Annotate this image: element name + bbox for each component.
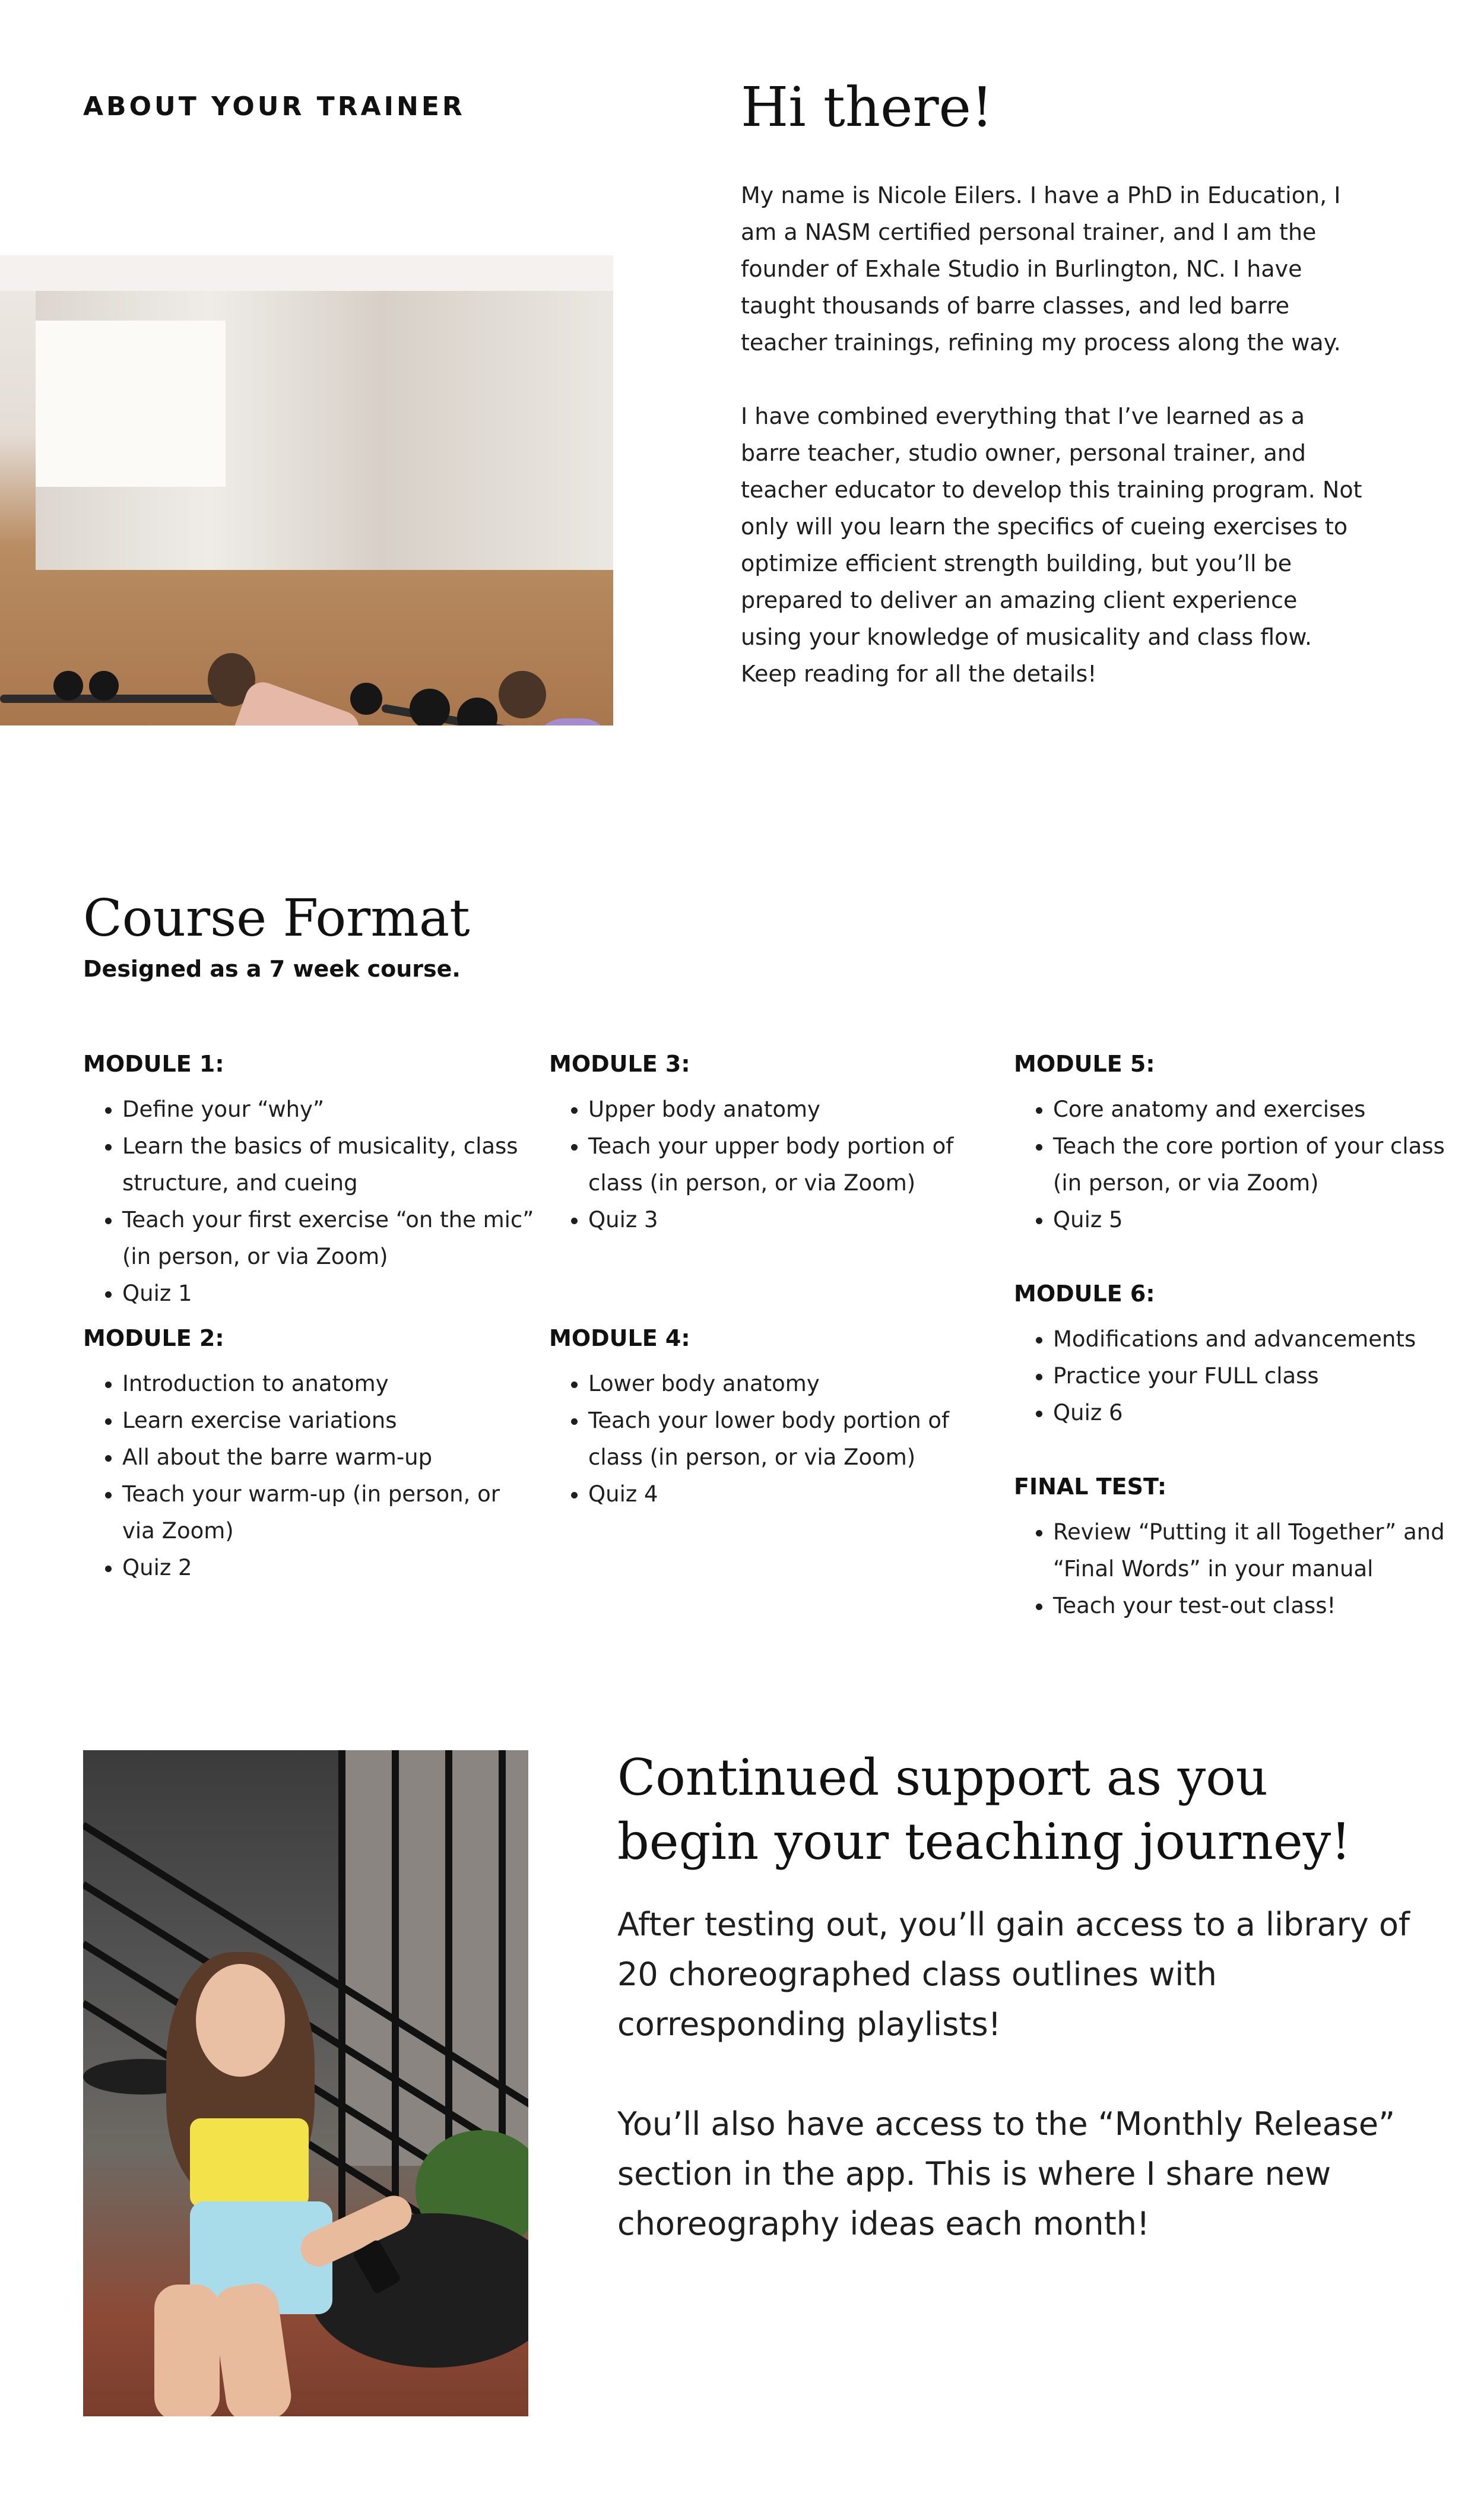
module-items (83, 1365, 534, 1586)
support-body (617, 1900, 1437, 2249)
module-heading: MODULE 6: (1014, 1281, 1155, 1307)
list-item: • Modifications and advancements (1053, 1321, 1477, 1358)
bio-paragraph-1: My name is Nicole Eilers. I have a PhD in Education, I am a NASM certified personal trainer, and I am the founder of Exhale Studio in Burlington, NC. I have taught thousands of barre classes, and led barre teacher trainings, refining my process along the way. (741, 182, 1341, 356)
support-heading: Continued support as you begin your teaching journey! (617, 1748, 1351, 1871)
module-heading: MODULE 3: (549, 1051, 690, 1077)
list-item: • Learn the basics of musicality, class structure, and cueing (122, 1128, 534, 1202)
list-item: • All about the barre warm-up (122, 1439, 534, 1476)
module-5 (1014, 1050, 1477, 1238)
module-items (549, 1365, 988, 1513)
list-item: • Learn exercise variations (122, 1402, 534, 1439)
module-heading: FINAL TEST: (1014, 1474, 1167, 1500)
list-item: • Quiz 4 (588, 1476, 988, 1513)
list-item: • Core anatomy and exercises (1053, 1091, 1477, 1128)
module-heading: MODULE 5: (1014, 1051, 1155, 1077)
section-eyebrow: ABOUT YOUR TRAINER (83, 91, 465, 122)
list-item: • Teach your lower body portion of class (in person, or via Zoom) (588, 1402, 988, 1476)
list-item: • Teach your upper body portion of class (in person, or via Zoom) (588, 1128, 988, 1202)
module-6 (1014, 1279, 1477, 1431)
list-item: • Review “Putting it all Together” and “Final Words” in your manual (1053, 1514, 1477, 1588)
course-duration: Designed as a 7 week course. (83, 956, 461, 982)
module-items (1014, 1321, 1477, 1431)
module-items (83, 1091, 534, 1312)
module-2 (83, 1324, 534, 1586)
module-items (1014, 1091, 1477, 1238)
list-item: • Introduction to anatomy (122, 1365, 534, 1402)
studio-class-photo (0, 255, 613, 725)
bio-paragraph-2: I have combined everything that I’ve learned as a barre teacher, studio owner, personal trainer, and teacher educator to develop this training program. Not only will you learn the specifics of cueing exercises to optimize efficient strength building, but you’ll be prepared to deliver an amazing client experience using your knowledge of musicality and class flow. Keep reading for all the details! (741, 403, 1362, 687)
module-heading: MODULE 2: (83, 1325, 224, 1351)
list-item: • Quiz 5 (1053, 1202, 1477, 1238)
list-item: • Teach your warm-up (in person, or via Zoom) (122, 1476, 534, 1550)
module-1 (83, 1050, 534, 1312)
support-paragraph-2: You’ll also have access to the “Monthly Release” section in the app. This is where I share new choreography ideas each month! (617, 2105, 1396, 2242)
trainer-phone-photo (83, 1750, 528, 2416)
support-paragraph-1: After testing out, you’ll gain access to a library of 20 choreographed class outlines with corresponding playlists! (617, 1906, 1410, 2043)
list-item: • Quiz 2 (122, 1550, 534, 1586)
list-item: • Lower body anatomy (588, 1365, 988, 1402)
module-3 (549, 1050, 988, 1238)
list-item: • Practice your FULL class (1053, 1358, 1477, 1395)
list-item: • Define your “why” (122, 1091, 534, 1128)
module-heading: MODULE 4: (549, 1325, 690, 1351)
list-item: • Quiz 3 (588, 1202, 988, 1238)
list-item: • Upper body anatomy (588, 1091, 988, 1128)
module-4 (549, 1324, 988, 1513)
greeting-heading: Hi there! (741, 75, 993, 139)
list-item: • Teach your test-out class! (1053, 1588, 1477, 1624)
course-format-title: Course Format (83, 889, 470, 948)
list-item: • Teach the core portion of your class (in person, or via Zoom) (1053, 1128, 1477, 1202)
list-item: • Quiz 1 (122, 1275, 534, 1312)
trainer-bio (741, 177, 1364, 692)
final-test (1014, 1472, 1477, 1624)
module-items (549, 1091, 988, 1238)
list-item: • Teach your first exercise “on the mic” (in person, or via Zoom) (122, 1202, 534, 1275)
list-item: • Quiz 6 (1053, 1395, 1477, 1431)
module-items (1014, 1514, 1477, 1624)
module-heading: MODULE 1: (83, 1051, 224, 1077)
